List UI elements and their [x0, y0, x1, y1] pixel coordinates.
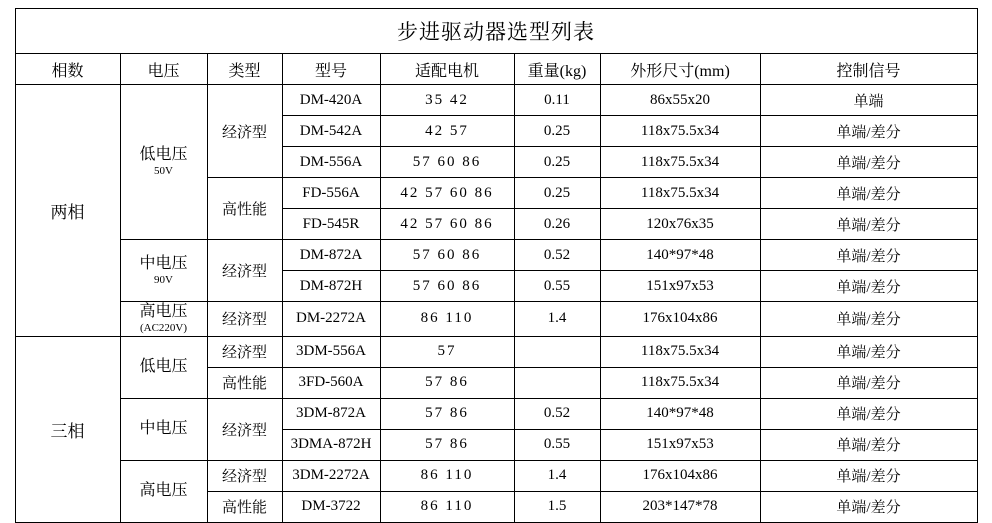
model-cell: DM-556A	[282, 147, 380, 178]
dimension-cell: 140*97*48	[600, 240, 760, 271]
model-cell: DM-2272A	[282, 302, 380, 337]
voltage-cell	[120, 302, 207, 337]
dimension-cell: 118x75.5x34	[600, 147, 760, 178]
type-cell: 高性能	[207, 491, 282, 522]
document-page	[0, 8, 992, 517]
table-row	[15, 240, 977, 271]
voltage-sublabel: 50V	[154, 165, 173, 178]
weight-cell: 0.25	[514, 178, 600, 209]
voltage-label: 中电压	[139, 254, 188, 272]
weight-cell: 0.55	[514, 271, 600, 302]
weight-cell: 0.25	[514, 147, 600, 178]
motor-cell: 35 42	[380, 85, 514, 116]
weight-cell: 0.55	[514, 429, 600, 460]
weight-cell: 0.25	[514, 116, 600, 147]
voltage-cell	[120, 398, 207, 460]
motor-cell: 57 86	[380, 429, 514, 460]
signal-cell: 单端/差分	[760, 240, 977, 271]
model-cell: 3DM-2272A	[282, 460, 380, 491]
weight-cell: 0.26	[514, 209, 600, 240]
phase-cell: 两相	[15, 85, 120, 337]
voltage-sublabel: (AC220V)	[139, 322, 188, 334]
voltage-label: 中电压	[139, 420, 188, 438]
voltage-label: 高电压	[139, 303, 188, 320]
signal-cell: 单端/差分	[760, 491, 977, 522]
column-header: 重量(kg)	[514, 54, 600, 85]
model-cell: 3DM-872A	[282, 398, 380, 429]
signal-cell: 单端/差分	[760, 398, 977, 429]
model-cell: 3FD-560A	[282, 367, 380, 398]
motor-cell: 86 110	[380, 302, 514, 337]
column-header: 型号	[282, 54, 380, 85]
weight-cell: 0.11	[514, 85, 600, 116]
voltage-cell	[120, 240, 207, 302]
weight-cell	[514, 367, 600, 398]
dimension-cell: 118x75.5x34	[600, 178, 760, 209]
dimension-cell: 203*147*78	[600, 491, 760, 522]
motor-cell: 57 60 86	[380, 147, 514, 178]
signal-cell: 单端/差分	[760, 302, 977, 337]
voltage-label: 低电压	[139, 358, 188, 376]
motor-cell: 86 110	[380, 491, 514, 522]
table-row	[15, 398, 977, 429]
dimension-cell: 140*97*48	[600, 398, 760, 429]
weight-cell	[514, 336, 600, 367]
type-cell: 经济型	[207, 336, 282, 367]
column-header: 控制信号	[760, 54, 977, 85]
motor-cell: 57	[380, 336, 514, 367]
voltage-cell	[120, 336, 207, 398]
model-cell: 3DMA-872H	[282, 429, 380, 460]
weight-cell: 1.4	[514, 302, 600, 337]
phase-cell: 三相	[15, 336, 120, 522]
model-cell: DM-542A	[282, 116, 380, 147]
dimension-cell: 151x97x53	[600, 271, 760, 302]
type-cell: 高性能	[207, 178, 282, 240]
motor-cell: 57 60 86	[380, 271, 514, 302]
model-cell: 3DM-556A	[282, 336, 380, 367]
voltage-label: 高电压	[139, 482, 188, 500]
signal-cell: 单端/差分	[760, 336, 977, 367]
motor-cell: 86 110	[380, 460, 514, 491]
motor-cell: 57 60 86	[380, 240, 514, 271]
dimension-cell: 176x104x86	[600, 460, 760, 491]
column-header: 适配电机	[380, 54, 514, 85]
type-cell: 经济型	[207, 398, 282, 460]
weight-cell: 1.5	[514, 491, 600, 522]
model-cell: DM-872H	[282, 271, 380, 302]
dimension-cell: 86x55x20	[600, 85, 760, 116]
signal-cell: 单端/差分	[760, 367, 977, 398]
dimension-cell: 151x97x53	[600, 429, 760, 460]
signal-cell: 单端/差分	[760, 116, 977, 147]
signal-cell: 单端/差分	[760, 271, 977, 302]
signal-cell: 单端/差分	[760, 209, 977, 240]
motor-cell: 42 57 60 86	[380, 209, 514, 240]
voltage-sublabel: 90V	[154, 273, 173, 286]
dimension-cell: 118x75.5x34	[600, 116, 760, 147]
column-header: 外形尺寸(mm)	[600, 54, 760, 85]
signal-cell: 单端/差分	[760, 460, 977, 491]
motor-cell: 42 57	[380, 116, 514, 147]
column-header: 相数	[15, 54, 120, 85]
table-row	[15, 336, 977, 367]
table-body	[15, 9, 977, 523]
signal-cell: 单端/差分	[760, 147, 977, 178]
spec-table	[15, 8, 978, 523]
table-row	[15, 460, 977, 491]
type-cell: 经济型	[207, 460, 282, 491]
dimension-cell: 118x75.5x34	[600, 336, 760, 367]
model-cell: FD-556A	[282, 178, 380, 209]
dimension-cell: 120x76x35	[600, 209, 760, 240]
motor-cell: 42 57 60 86	[380, 178, 514, 209]
type-cell: 高性能	[207, 367, 282, 398]
signal-cell: 单端/差分	[760, 178, 977, 209]
dimension-cell: 176x104x86	[600, 302, 760, 337]
voltage-label: 低电压	[139, 146, 188, 164]
type-cell: 经济型	[207, 240, 282, 302]
model-cell: FD-545R	[282, 209, 380, 240]
voltage-cell	[120, 85, 207, 240]
signal-cell: 单端/差分	[760, 429, 977, 460]
type-cell: 经济型	[207, 85, 282, 178]
table-row	[15, 302, 977, 337]
type-cell: 经济型	[207, 302, 282, 337]
model-cell: DM-872A	[282, 240, 380, 271]
header-row	[15, 54, 977, 85]
model-cell: DM-420A	[282, 85, 380, 116]
title-row	[15, 9, 977, 54]
column-header: 类型	[207, 54, 282, 85]
table-row	[15, 85, 977, 116]
signal-cell: 单端	[760, 85, 977, 116]
weight-cell: 1.4	[514, 460, 600, 491]
column-header: 电压	[120, 54, 207, 85]
weight-cell: 0.52	[514, 240, 600, 271]
motor-cell: 57 86	[380, 398, 514, 429]
motor-cell: 57 86	[380, 367, 514, 398]
weight-cell: 0.52	[514, 398, 600, 429]
dimension-cell: 118x75.5x34	[600, 367, 760, 398]
page-title: 步进驱动器选型列表	[15, 9, 977, 54]
voltage-cell	[120, 460, 207, 522]
model-cell: DM-3722	[282, 491, 380, 522]
